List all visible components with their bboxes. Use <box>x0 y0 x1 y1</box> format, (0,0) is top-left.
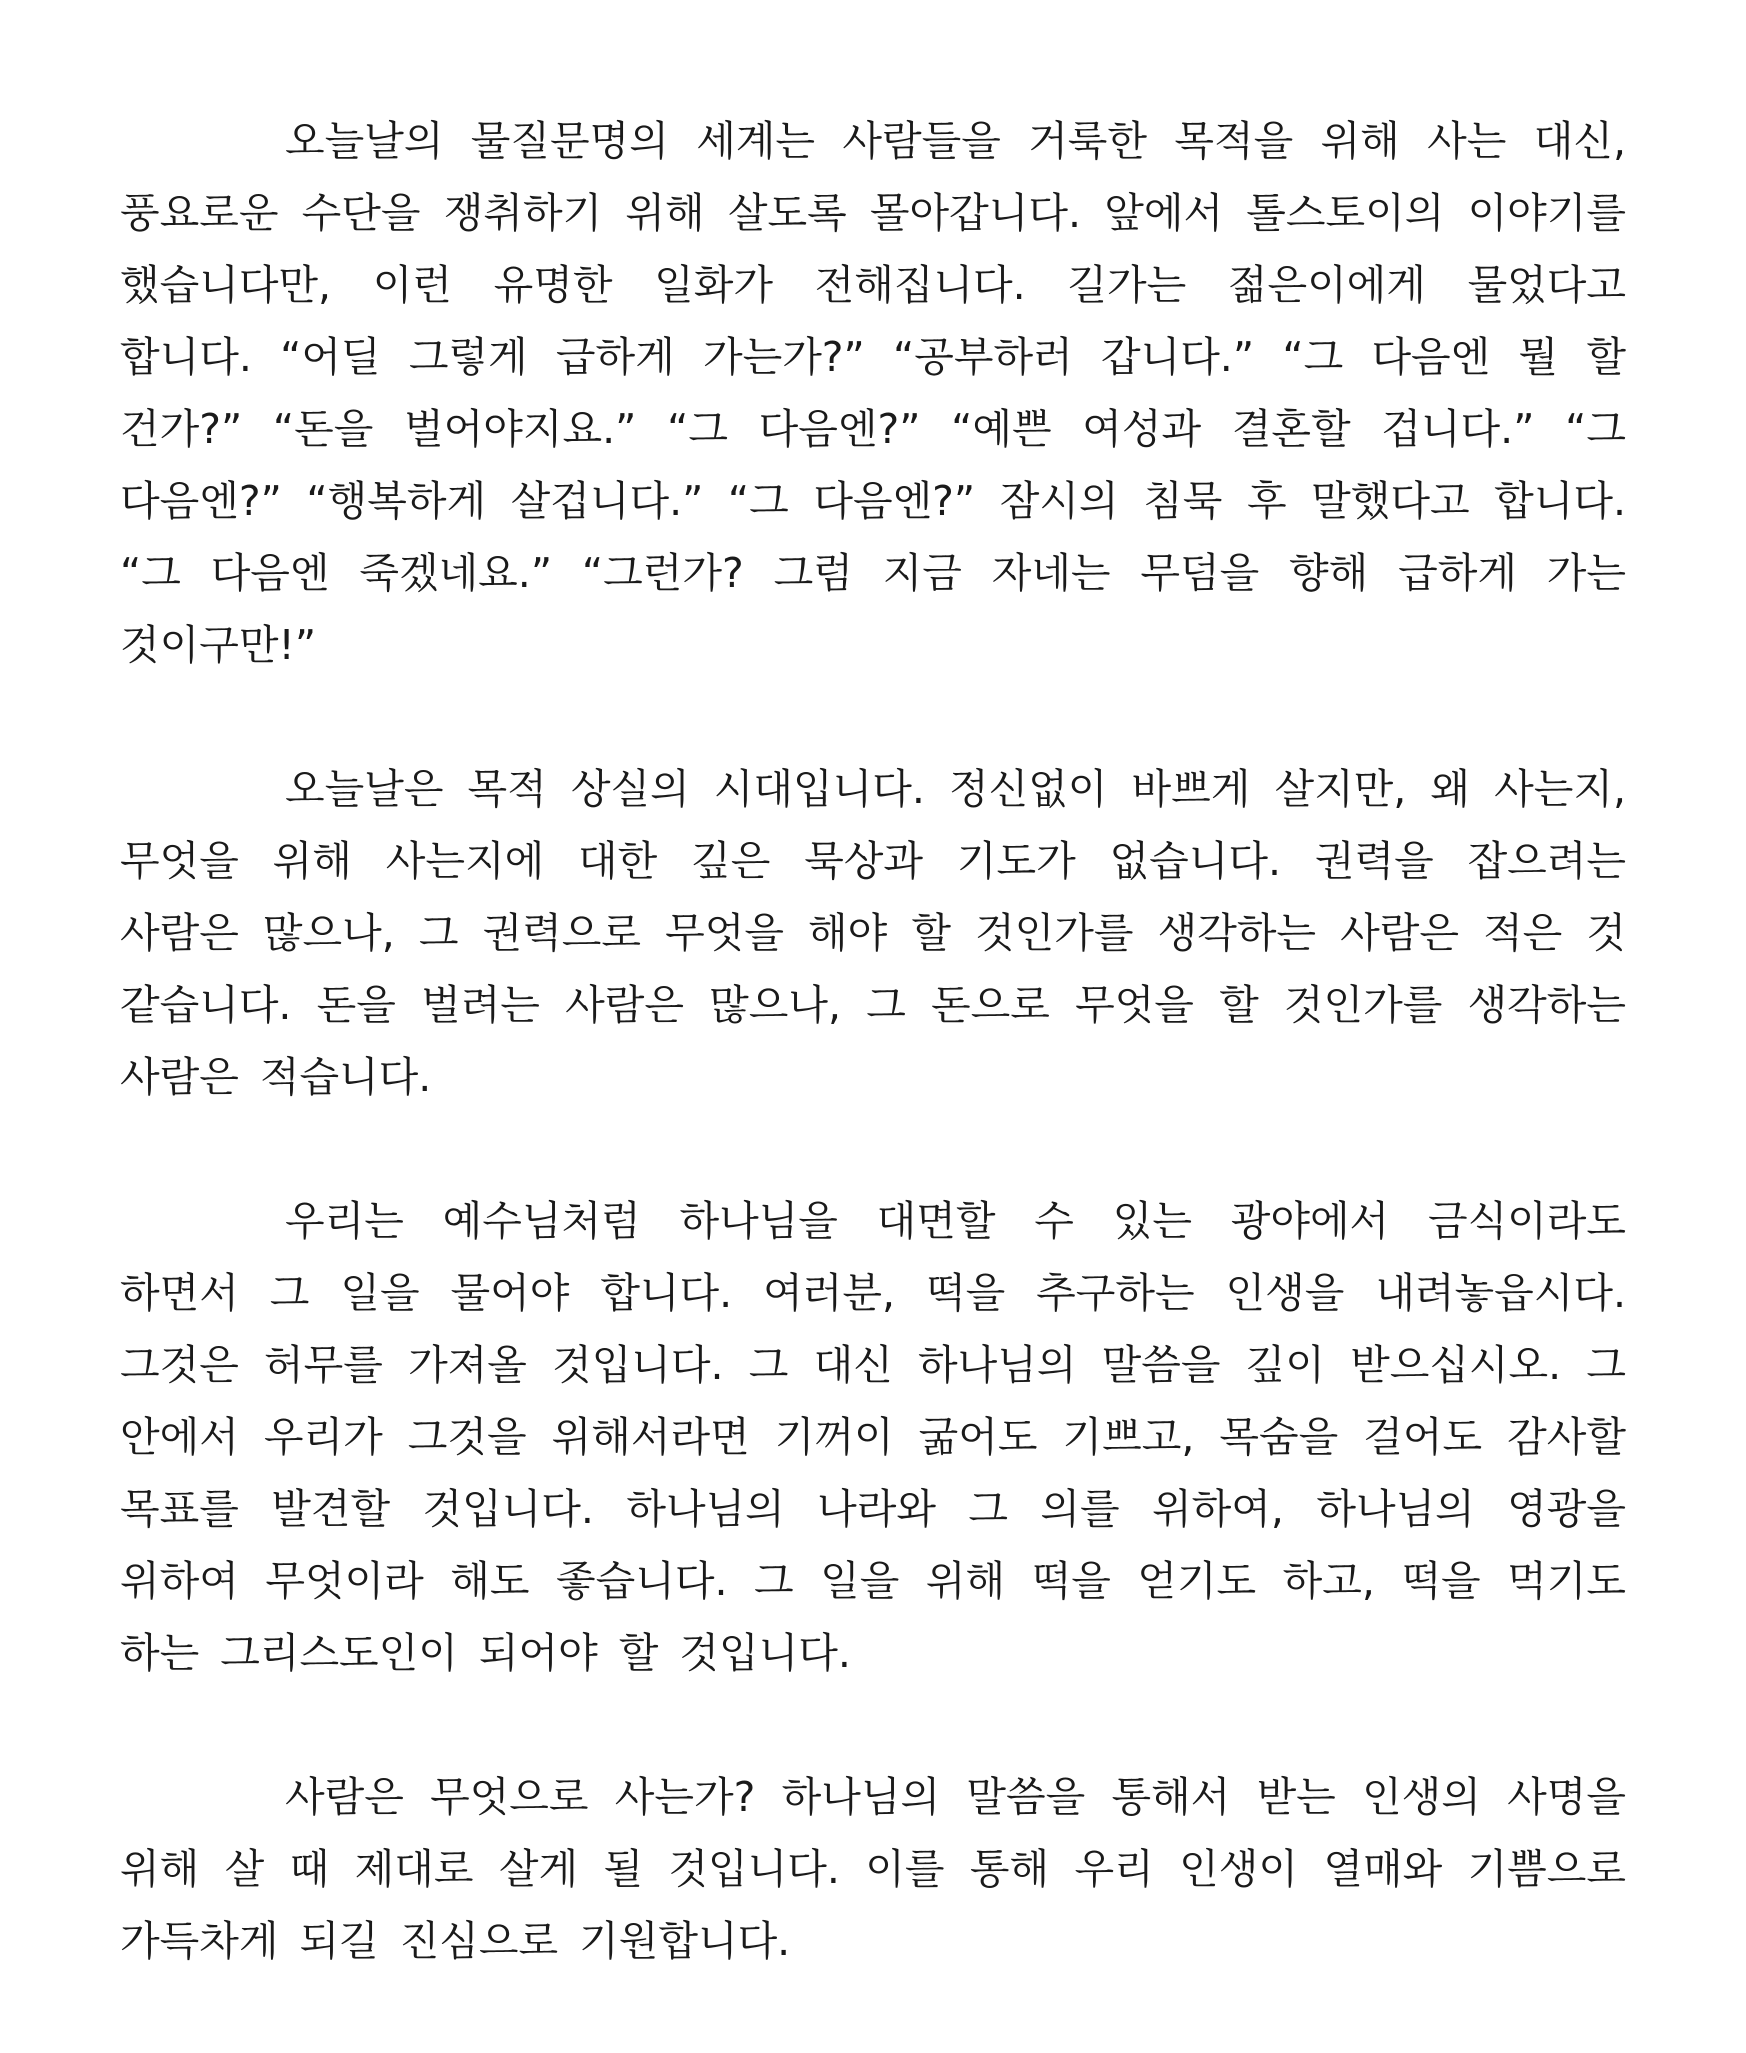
paragraph-3: 우리는 예수님처럼 하나님을 대면할 수 있는 광야에서 금식이라도 하면서 그 일을 물어야 합니다. 여러분, 떡을 추구하는 인생을 내려놓읍시다. 그것은 허무를 가져올 것입니다. 그 대신 하나님의 말씀을 깊이 받으십시오. 그 안에서 우리가 그것을 위해서라면 기꺼이 굶어도 기쁘고, 목숨을 걸어도 감사할 목표를 발견할 것입니다. 하나님의 나라와 그 의를 위하여, 하나님의 영광을 위하여 무엇이라 해도 좋습니다. 그 일을 위해 떡을 얻기도 하고, 떡을 먹기도 하는 그리스도인이 되어야 할 것입니다. <box>120 1197 1626 1677</box>
paragraph-2: 오늘날은 목적 상실의 시대입니다. 정신없이 바쁘게 살지만, 왜 사는지, 무엇을 위해 사는지에 대한 깊은 묵상과 기도가 없습니다. 권력을 잡으려는 사람은 많으나, 그 권력으로 무엇을 해야 할 것인가를 생각하는 사람은 적은 것 같습니다. 돈을 벌려는 사람은 많으나, 그 돈으로 무엇을 할 것인가를 생각하는 사람은 적습니다. <box>120 765 1626 1101</box>
paragraph-4: 사람은 무엇으로 사는가? 하나님의 말씀을 통해서 받는 인생의 사명을 위해 살 때 제대로 살게 될 것입니다. 이를 통해 우리 인생이 열매와 기쁨으로 가득차게 되길 진심으로 기원합니다. <box>120 1773 1626 1965</box>
paragraph-1: 오늘날의 물질문명의 세계는 사람들을 거룩한 목적을 위해 사는 대신, 풍요로운 수단을 쟁취하기 위해 살도록 몰아갑니다. 앞에서 톨스토이의 이야기를 했습니다만, 이런 유명한 일화가 전해집니다. 길가는 젊은이에게 물었다고 합니다. “어딜 그렇게 급하게 가는가?” “공부하러 갑니다.” “그 다음엔 뭘 할 건가?” “돈을 벌어야지요.” “그 다음엔?” “예쁜 여성과 결혼할 겁니다.” “그 다음엔?” “행복하게 살겁니다.” “그 다음엔?” 잠시의 침묵 후 말했다고 합니다. “그 다음엔 죽겠네요.” “그런가? 그럼 지금 자네는 무덤을 향해 급하게 가는 것이구만!” <box>120 117 1626 669</box>
document-body <box>120 105 1626 1977</box>
